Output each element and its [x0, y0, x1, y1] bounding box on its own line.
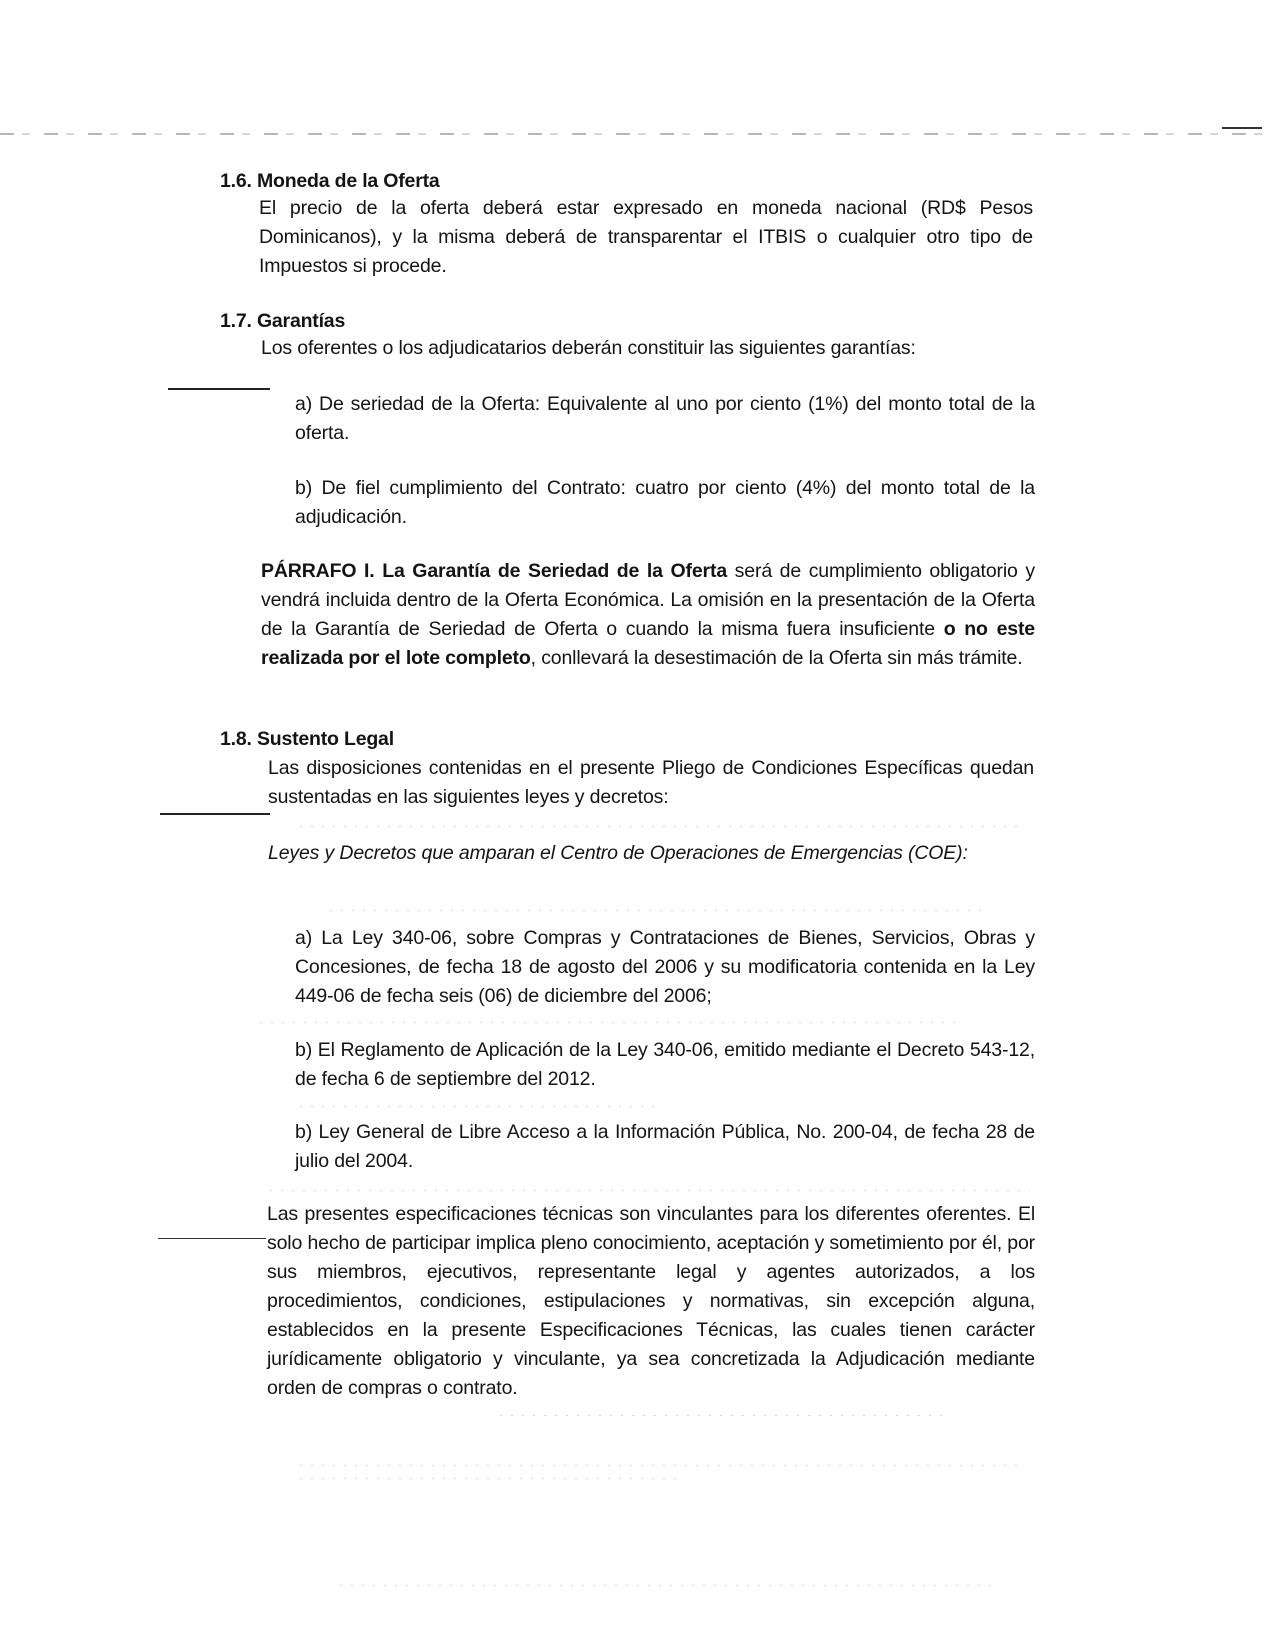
- laws-subheading: Leyes y Decretos que amparan el Centro de Operaciones de Emergencias (COE):: [268, 842, 968, 864]
- section-intro-1-8: Las disposiciones contenidas en el presente Pliego de Condiciones Específicas quedan sustentadas en las siguientes leyes y decretos:: [268, 757, 1034, 808]
- section-heading-1-7: 1.7. Garantías: [220, 310, 346, 332]
- paragraph-i-text-1: será de cumplimiento obligatorio y vendrá incluida dentro de la Oferta Económica. La omisión en la presentación de la Oferta de la Garantía de Seriedad de Oferta o cuando la misma fuera insuficiente: [261, 560, 1035, 640]
- section-heading-1-8: 1.8. Sustento Legal: [220, 728, 394, 750]
- margin-mark: [168, 388, 270, 390]
- margin-mark: [160, 813, 270, 815]
- paragraph-i-text-2: , conllevará la desestimación de la Oferta sin más trámite.: [530, 647, 1023, 669]
- scan-noise: [300, 1478, 680, 1479]
- paragraph-i: [261, 557, 1035, 673]
- law-item-a-text: a) La Ley 340-06, sobre Compras y Contrataciones de Bienes, Servicios, Obras y Concesiones, de fecha 18 de agosto del 2006 y su modificatoria contenida en la Ley 449-06 de fecha seis (06) de diciembre del 2006;: [295, 927, 1035, 1007]
- scan-noise: [500, 1415, 950, 1416]
- law-item-b: b) El Reglamento de Aplicación de la Ley 340-06, emitido mediante el Decreto 543-12, de fecha 6 de septiembre del 2012.: [295, 1039, 1035, 1090]
- scan-noise: [260, 1022, 960, 1023]
- scan-noise: [270, 1190, 1030, 1191]
- scan-noise: [300, 1106, 660, 1107]
- scan-noise: [340, 1585, 1000, 1586]
- scan-artifact-line: [0, 133, 1268, 135]
- guarantee-item-b: b) De fiel cumplimiento del Contrato: cuatro por ciento (4%) del monto total de la adjudicación.: [295, 477, 1035, 528]
- scan-artifact-mark: [1222, 127, 1262, 129]
- margin-mark: [158, 1238, 266, 1239]
- guarantee-item-a: a) De seriedad de la Oferta: Equivalente al uno por ciento (1%) del monto total de la oferta.: [295, 393, 1035, 444]
- scan-noise: [300, 1465, 1020, 1466]
- closing-paragraph: Las presentes especificaciones técnicas son vinculantes para los diferentes oferentes. El solo hecho de participar implica pleno conocimiento, aceptación y sometimiento por él, por sus miembros, ejecutivos, representante legal y agentes autorizados, a los procedimientos, condiciones, estipulaciones y normativas, sin excepción alguna, establecidos en la presente Especificaciones Técnicas, las cuales tienen carácter jurídicamente obligatorio y vinculante, ya sea concretizada la Adjudicación mediante orden de compras o contrato.: [267, 1203, 1036, 1399]
- law-item-a: [295, 924, 1035, 1011]
- section-heading-1-6: 1.6. Moneda de la Oferta: [220, 170, 440, 192]
- law-item-c: b) Ley General de Libre Acceso a la Información Pública, No. 200-04, de fecha 28 de julio del 2004.: [295, 1121, 1035, 1172]
- paragraph-i-lead: PÁRRAFO I. La Garantía de Seriedad de la Oferta: [261, 560, 728, 582]
- scan-noise: [300, 826, 1020, 827]
- paragraph-i-bold-mid: o no este realizada por el lote completo: [261, 618, 1035, 669]
- scan-noise: [330, 910, 990, 911]
- section-body-1-6: El precio de la oferta deberá estar expresado en moneda nacional (RD$ Pesos Dominicanos), y la misma deberá de transparentar el ITBIS o cualquier otro tipo de Impuestos si procede.: [259, 197, 1033, 277]
- section-intro-1-7: Los oferentes o los adjudicatarios deberán constituir las siguientes garantías:: [261, 337, 916, 359]
